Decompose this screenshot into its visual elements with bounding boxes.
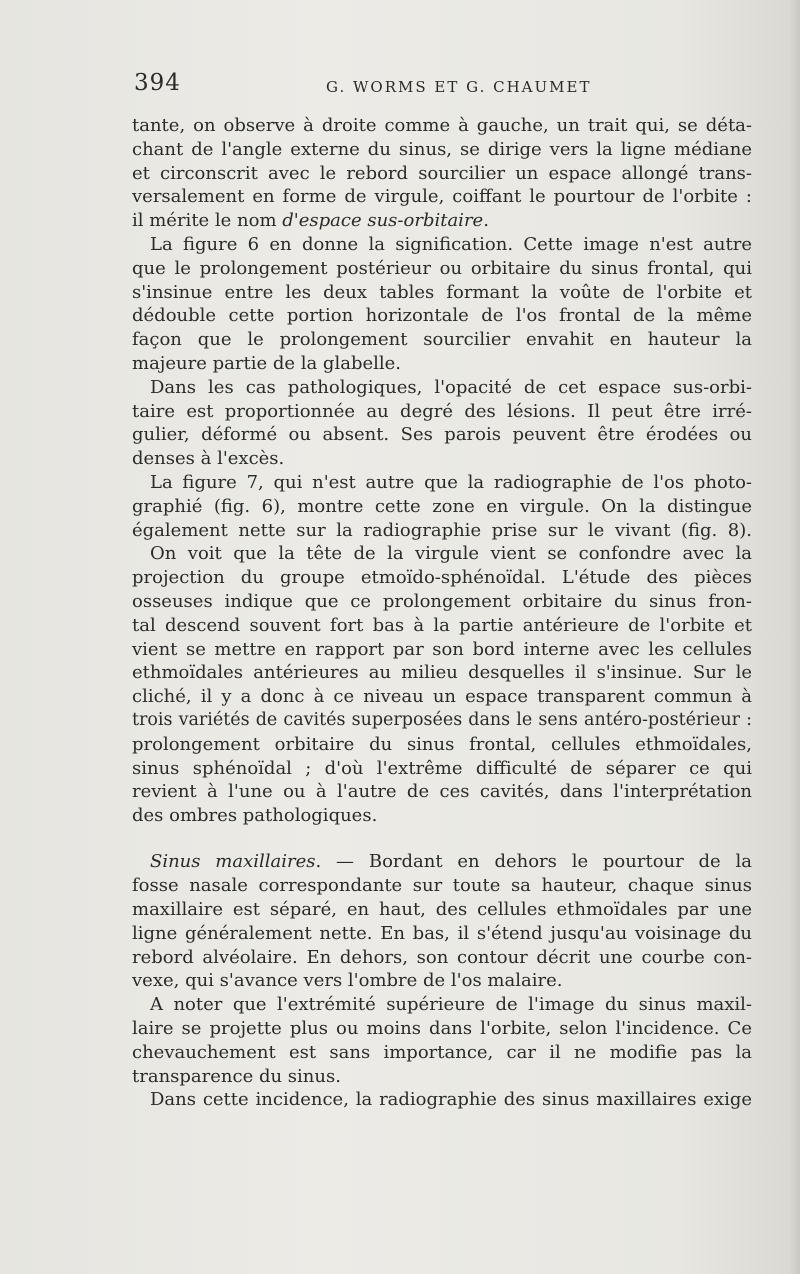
text-line: s'insinue entre les deux tables formant la voûte de l'orbite et	[132, 281, 752, 303]
text-line	[132, 850, 752, 874]
text-line: et circonscrit avec le rebord sourcilier un espace allongé trans-	[132, 162, 752, 184]
text-line: des ombres pathologiques.	[132, 805, 378, 827]
text-line: Dans cette incidence, la radiographie des sinus maxillaires exige	[150, 1089, 752, 1111]
text-line: dédouble cette portion horizontale de l'os frontal de la même	[132, 305, 752, 327]
text-line: vexe, qui s'avance vers l'ombre de l'os malaire.	[132, 970, 563, 992]
page-edge	[790, 0, 800, 1274]
text-line	[132, 209, 752, 233]
text-line: que le prolongement postérieur ou orbitaire du sinus frontal, qui	[132, 257, 752, 279]
text-line: vient se mettre en rapport par son bord interne avec les cellules	[132, 638, 752, 660]
text-line: projection du groupe etmoïdo-sphénoïdal. L'étude des pièces	[132, 567, 752, 589]
text-line: trois variétés de cavités superposées dans le sens antéro-postérieur :	[132, 709, 752, 730]
text-line: sinus sphénoïdal ; d'où l'extrême difficulté de séparer ce qui	[132, 757, 752, 779]
text-run: . — Bordant en dehors le pourtour de la	[315, 851, 753, 873]
italic-term: d'espace sus-orbitaire	[282, 210, 484, 232]
text-line: chevauchement est sans importance, car il ne modifie pas la	[132, 1041, 752, 1063]
text-run: il mérite le nom	[132, 210, 283, 232]
page-header	[134, 68, 754, 104]
section-heading: Sinus maxillaires	[150, 851, 316, 873]
text-line: La figure 7, qui n'est autre que la radiographie de l'os photo-	[150, 471, 752, 493]
text-line: tal descend souvent fort bas à la partie antérieure de l'orbite et	[132, 614, 752, 636]
text-line: tante, on observe à droite comme à gauche, un trait qui, se déta-	[132, 115, 752, 136]
text-line: majeure partie de la glabelle.	[132, 352, 402, 374]
text-line: graphié (fig. 6), montre cette zone en virgule. On la distingue	[132, 495, 752, 517]
text-line: façon que le prolongement sourcilier envahit en hauteur la	[132, 329, 752, 351]
text-line: également nette sur la radiographie prise sur le vivant (fig. 8).	[132, 519, 752, 541]
text-line: rebord alvéolaire. En dehors, son contour décrit une courbe con-	[132, 946, 752, 968]
text-line: prolongement orbitaire du sinus frontal, cellules ethmoïdales,	[132, 733, 752, 755]
text-line: chant de l'angle externe du sinus, se dirige vers la ligne médiane	[132, 138, 752, 160]
text-line: denses à l'excès.	[132, 448, 285, 470]
text-line: maxillaire est séparé, en haut, des cellules ethmoïdales par une	[132, 899, 752, 920]
text-line: A noter que l'extrémité supérieure de l'image du sinus maxil-	[150, 994, 752, 1016]
body-text	[132, 114, 752, 1112]
text-run: .	[483, 210, 489, 232]
text-line: osseuses indique que ce prolongement orbitaire du sinus fron-	[132, 590, 752, 612]
text-line: La figure 6 en donne la signification. Cette image n'est autre	[150, 233, 752, 255]
text-line: cliché, il y a donc à ce niveau un espace transparent commun à	[132, 686, 752, 708]
text-line: revient à l'une ou à l'autre de ces cavités, dans l'interprétation	[132, 781, 752, 803]
text-line: transparence du sinus.	[132, 1065, 341, 1087]
text-line: gulier, déformé ou absent. Ses parois peuvent être érodées ou	[132, 424, 752, 446]
text-line: ligne généralement nette. En bas, il s'étend jusqu'au voisinage du	[132, 922, 752, 944]
text-line: versalement en forme de virgule, coiffant le pourtour de l'orbite :	[132, 186, 752, 208]
text-line: fosse nasale correspondante sur toute sa hauteur, chaque sinus	[132, 875, 752, 897]
text-line: On voit que la tête de la virgule vient se confondre avec la	[150, 543, 752, 565]
text-line: taire est proportionnée au degré des lésions. Il peut être irré-	[132, 400, 752, 422]
text-line: laire se projette plus ou moins dans l'orbite, selon l'incidence. Ce	[132, 1017, 752, 1039]
text-line: ethmoïdales antérieures au milieu desquelles il s'insinue. Sur le	[132, 662, 752, 684]
page-number: 394	[134, 70, 181, 96]
section-gap	[132, 828, 752, 851]
text-line: Dans les cas pathologiques, l'opacité de cet espace sus-orbi-	[150, 376, 752, 398]
running-head: G. WORMS ET G. CHAUMET	[326, 78, 592, 96]
